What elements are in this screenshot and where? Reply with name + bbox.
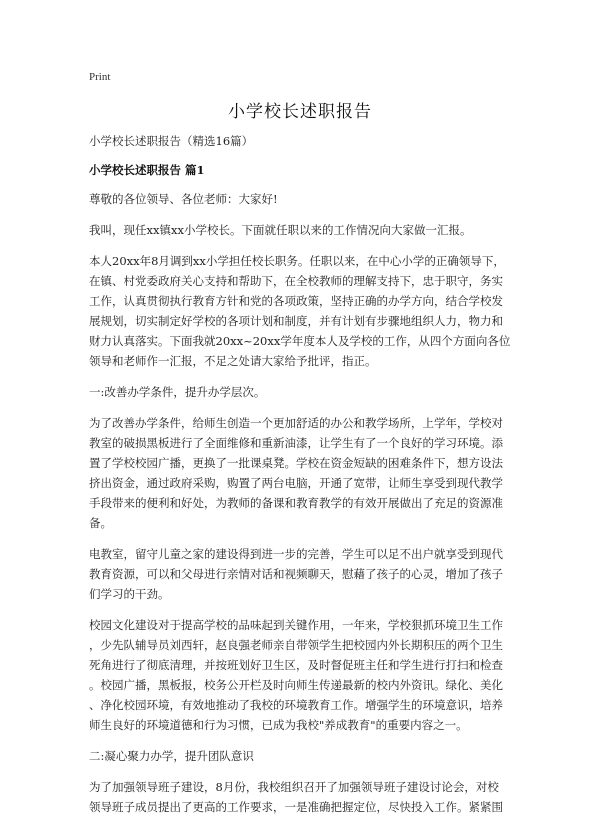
paragraph xyxy=(89,413,511,533)
paragraph-line: 二:凝心聚力办学，提升团队意识 xyxy=(89,749,254,763)
paragraph-line: 教室的破损黑板进行了全面维修和重新油漆，让学生有了一个良好的学习环境。添 xyxy=(89,436,503,450)
paragraph-line: 为了改善办学条件，给师生创造一个更加舒适的办公和教学场所，上学年，学校对 xyxy=(89,416,503,430)
paragraph-line: 本人20xx年8月调到xx小学担任校长职务。任职以来，在中心小学的正确领导下， xyxy=(89,254,505,268)
paragraph-line: 尊敬的各位领导、各位老师：大家好! xyxy=(89,192,278,206)
paragraph-line: 们学习的干劲。 xyxy=(89,587,170,601)
paragraph-line: 死角进行了彻底清理，并按班划好卫生区，及时督促班主任和学生进行打扫和检查 xyxy=(89,658,503,672)
paragraph-line: 备。 xyxy=(89,516,112,530)
document-body xyxy=(89,131,511,828)
paragraph xyxy=(89,777,511,817)
paragraph-line: 电教室，留守儿童之家的建设得到进一步的完善，学生可以足不出户就享受到现代 xyxy=(89,547,503,561)
paragraph-line: ，少先队辅导员刘西轩，赵良强老师亲自带领学生把校园内外长期积压的两个卫生 xyxy=(89,638,503,652)
paragraph xyxy=(89,251,511,371)
paragraph-line: 校园文化建设对于提高学校的品味起到关键作用，一年来，学校狠抓环境卫生工作 xyxy=(89,618,503,632)
paragraph xyxy=(89,220,511,240)
paragraph-line: 为了加强领导班子建设，8月份，我校组织召开了加强领导班子建设讨论会，对校 xyxy=(89,780,499,794)
paragraph-line: 我叫，现任xx镇xx小学校长。下面就任职以来的工作情况向大家做一汇报。 xyxy=(89,223,472,237)
paragraph xyxy=(89,746,511,766)
document-subtitle: 小学校长述职报告（精选16篇） xyxy=(89,134,254,148)
paragraph-line: 置了学校校园广播，更换了一批课桌凳。学校在资金短缺的困难条件下，想方设法 xyxy=(89,456,503,470)
print-label[interactable]: Print xyxy=(89,71,111,83)
paragraph-line: 一:改善办学条件，提升办学层次。 xyxy=(89,385,266,399)
paragraph xyxy=(89,615,511,735)
paragraph xyxy=(89,544,511,604)
paragraph-line: 领导班子成员提出了更高的工作要求，一是准确把握定位，尽快投入工作。紧紧围 xyxy=(89,800,503,814)
paragraph-line: 师生良好的环境道德和行为习惯，已成为我校"养成教育"的重要内容之一。 xyxy=(89,718,468,732)
document-title: 小学校长述职报告 xyxy=(228,102,372,122)
paragraph xyxy=(89,382,511,402)
paragraph-line: 财力认真落实。下面我就20xx~20xx学年度本人及学校的工作，从四个方面向各位 xyxy=(89,334,511,348)
paragraph-line: 。校园广播，黑板报，校务公开栏及时向师生传递最新的校内外资讯。绿化、美化 xyxy=(89,678,503,692)
paragraph xyxy=(89,189,511,209)
paragraph-line: 领导和老师作一汇报，不足之处请大家给予批评，指正。 xyxy=(89,354,377,368)
paragraph-line: 手段带来的便利和好处，为教师的备课和教育教学的有效开展做出了充足的资源准 xyxy=(89,496,503,510)
paragraph-line: 工作，认真贯彻执行教育方针和党的各项政策，坚持正确的办学方向，结合学校发 xyxy=(89,294,503,308)
paragraph-line: 挤出资金，通过政府采购，购置了两台电脑，开通了宽带，让师生享受到现代教学 xyxy=(89,476,503,490)
paragraph-line: 展规划，切实制定好学校的各项计划和制度，并有计划有步骤地组织人力，物力和 xyxy=(89,314,503,328)
paragraph-list xyxy=(89,189,511,817)
paragraph-line: 教育资源，可以和父母进行亲情对话和视频聊天，慰藉了孩子的心灵，增加了孩子 xyxy=(89,567,503,581)
paragraph-line: 、净化校园环境，有效地推动了我校的环境教育工作。增强学生的环境意识，培养 xyxy=(89,698,503,712)
section-heading: 小学校长述职报告 篇1 xyxy=(89,163,205,177)
paragraph-line: 在镇、村党委政府关心支持和帮助下，在全校教师的理解支持下，忠于职守，务实 xyxy=(89,274,503,288)
